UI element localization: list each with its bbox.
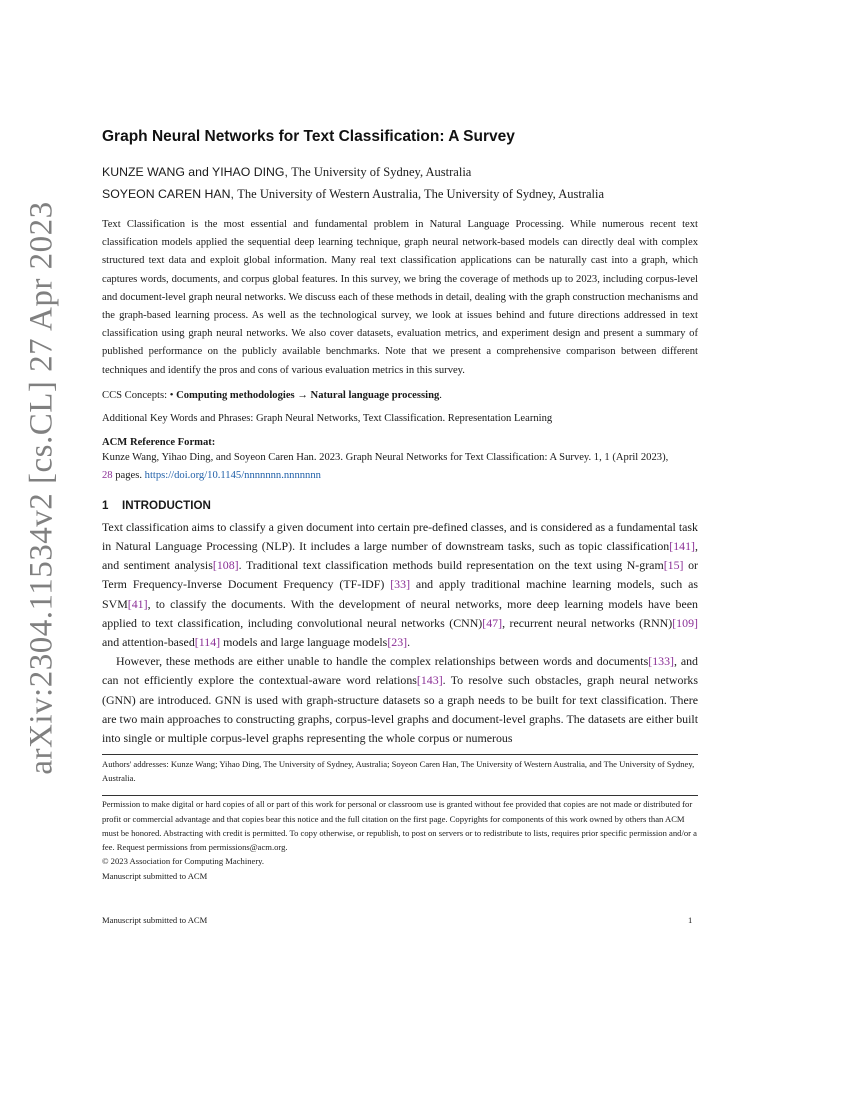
text-run: , and can not efficiently explore the contextual-aware word relations	[102, 654, 698, 688]
doi-link[interactable]: https://doi.org/10.1145/nnnnnnn.nnnnnnn	[144, 469, 321, 481]
citation-link[interactable]: [143]	[416, 673, 443, 688]
text-run: Text classification aims to classify a given document into certain pre-defined classes, and is considered as a fundamental task in Natural Language Processing (NLP). It includes a large number of downstream tasks, such as topic classification	[102, 519, 698, 554]
ccs-label: CCS Concepts: •	[102, 389, 174, 401]
author-block	[102, 161, 698, 205]
manuscript-note: Manuscript submitted to ACM	[102, 870, 208, 881]
permission-notice	[102, 797, 698, 883]
text-run: or Term Frequency-Inverse Document Frequency (TF-IDF)	[102, 558, 698, 592]
keywords: Additional Key Words and Phrases: Graph Neural Networks, Text Classification. Representation Learning	[102, 412, 553, 424]
ccs-concepts-value: Computing methodologies → Natural language processing	[176, 389, 440, 401]
permission-rule	[102, 795, 698, 796]
paragraph-1	[102, 518, 698, 652]
text-run: , recurrent neural networks (RNN)	[502, 615, 673, 630]
citation-link[interactable]: [15]	[663, 558, 684, 573]
ccs-concepts	[102, 390, 698, 401]
text-run: and attention-based	[102, 635, 195, 650]
affiliation-1: The University of Sydney, Australia	[291, 165, 472, 179]
pages-word: pages.	[112, 469, 145, 481]
text-run: , and sentiment analysis	[102, 539, 698, 573]
paper-title: Graph Neural Networks for Text Classification: A Survey	[102, 128, 515, 145]
citation-link[interactable]: [47]	[482, 615, 503, 630]
citation-link[interactable]: [33]	[390, 577, 411, 592]
page-footer-left: Manuscript submitted to ACM	[102, 915, 208, 925]
citation-link[interactable]: [133]	[648, 654, 675, 669]
text-run: models and large language models	[220, 635, 388, 650]
introduction-body	[102, 518, 698, 748]
paragraph-2	[102, 652, 698, 748]
acm-reference	[102, 449, 698, 485]
text-run: . Traditional text classification methods build representation on the text using N-gram	[238, 558, 664, 573]
copyright-line: © 2023 Association for Computing Machinery.	[102, 856, 265, 867]
section-title: INTRODUCTION	[122, 498, 211, 512]
affiliation-2: The University of Western Australia, The University of Sydney, Australia	[237, 187, 605, 201]
text-run: However, these methods are either unable to handle the complex relationships between words and documents	[116, 654, 649, 669]
ccs-end: .	[439, 389, 442, 401]
section-heading	[102, 499, 698, 512]
citation-link[interactable]: [41]	[127, 596, 148, 611]
acm-reference-text: Kunze Wang, Yihao Ding, and Soyeon Caren Han. 2023. Graph Neural Networks for Text Classification: A Survey. 1, 1 (April 2023),	[102, 451, 669, 463]
pages-count-link[interactable]: 28	[102, 469, 113, 481]
paper-page	[102, 128, 698, 883]
author-names-2: SOYEON CAREN HAN,	[102, 187, 234, 201]
arxiv-sidebar	[12, 0, 72, 1100]
citation-link[interactable]: [114]	[194, 635, 221, 650]
text-run: .	[407, 635, 411, 650]
author-names-1: KUNZE WANG and YIHAO DING,	[102, 165, 288, 179]
footnote-rule	[102, 754, 698, 755]
citation-link[interactable]: [23]	[387, 635, 408, 650]
section-number: 1	[102, 498, 109, 512]
authors-addresses: Authors' addresses: Kunze Wang; Yihao Ding, The University of Sydney, Australia; Soyeon Caren Han, The University of Western Australia, and The University of Sydney, Australia.	[102, 759, 695, 784]
arxiv-identifier: arXiv:2304.11534v2 [cs.CL] 27 Apr 2023	[23, 201, 60, 775]
text-run: , to classify the documents. With the development of neural networks, more deep learning models have been applied to text classification, including convolutional neural networks (CNN)	[102, 596, 698, 630]
abstract: Text Classification is the most essential and fundamental problem in Natural Language Processing. While numerous recent text classification models applied the sequential deep learning technique, graph neural network-based models can directly deal with complex structured text data and exploit global information. Many real text classification applications can be naturally cast into a graph, which captures words, documents, and corpus global features. In this survey, we bring the coverage of methods up to 2023, including corpus-level and document-level graph neural networks. We discuss each of these methods in detail, dealing with the graph construction mechanisms and the graph-based learning process. As well as the technological survey, we look at issues behind and future directions addressed in text classification using graph neural networks. We also cover datasets, evaluation metrics, and experiment design and present a summary of published performance on the publicly available benchmarks. Note that we present a comprehensive comparison between different techniques and identify the pros and cons of various evaluation metrics in this survey.	[102, 219, 698, 376]
permission-text: Permission to make digital or hard copies of all or part of this work for personal or classroom use is granted without fee provided that copies are not made or distributed for profit or commercial advantage and that copies bear this notice and the full citation on the first page. Copyrights for components of this work owned by others than ACM must be honored. Abstracting with credit is permitted. To copy otherwise, or republish, to post on servers or to redistribute to lists, requires prior specific permission and/or a fee. Request permissions from permissions@acm.org.	[102, 799, 697, 853]
citation-link[interactable]: [109]	[672, 615, 698, 630]
author-line-2	[102, 183, 698, 205]
author-line-1	[102, 161, 698, 183]
citation-link[interactable]: [141]	[669, 539, 696, 554]
text-run: . To resolve such obstacles, graph neural networks (GNN) are introduced. GNN is used with graph-structure datasets so a graph needs to be built for text classification. There are two main approaches to constructing graphs, corpus-level graphs and document-level graphs. The datasets are either built into single or multiple corpus-level graphs representing the whole corpus or numerous	[102, 673, 699, 746]
citation-link[interactable]: [108]	[212, 558, 239, 573]
acm-reference-heading: ACM Reference Format:	[102, 436, 216, 448]
text-run: and apply traditional machine learning models, such as SVM	[102, 577, 698, 611]
page-number: 1	[688, 915, 693, 925]
